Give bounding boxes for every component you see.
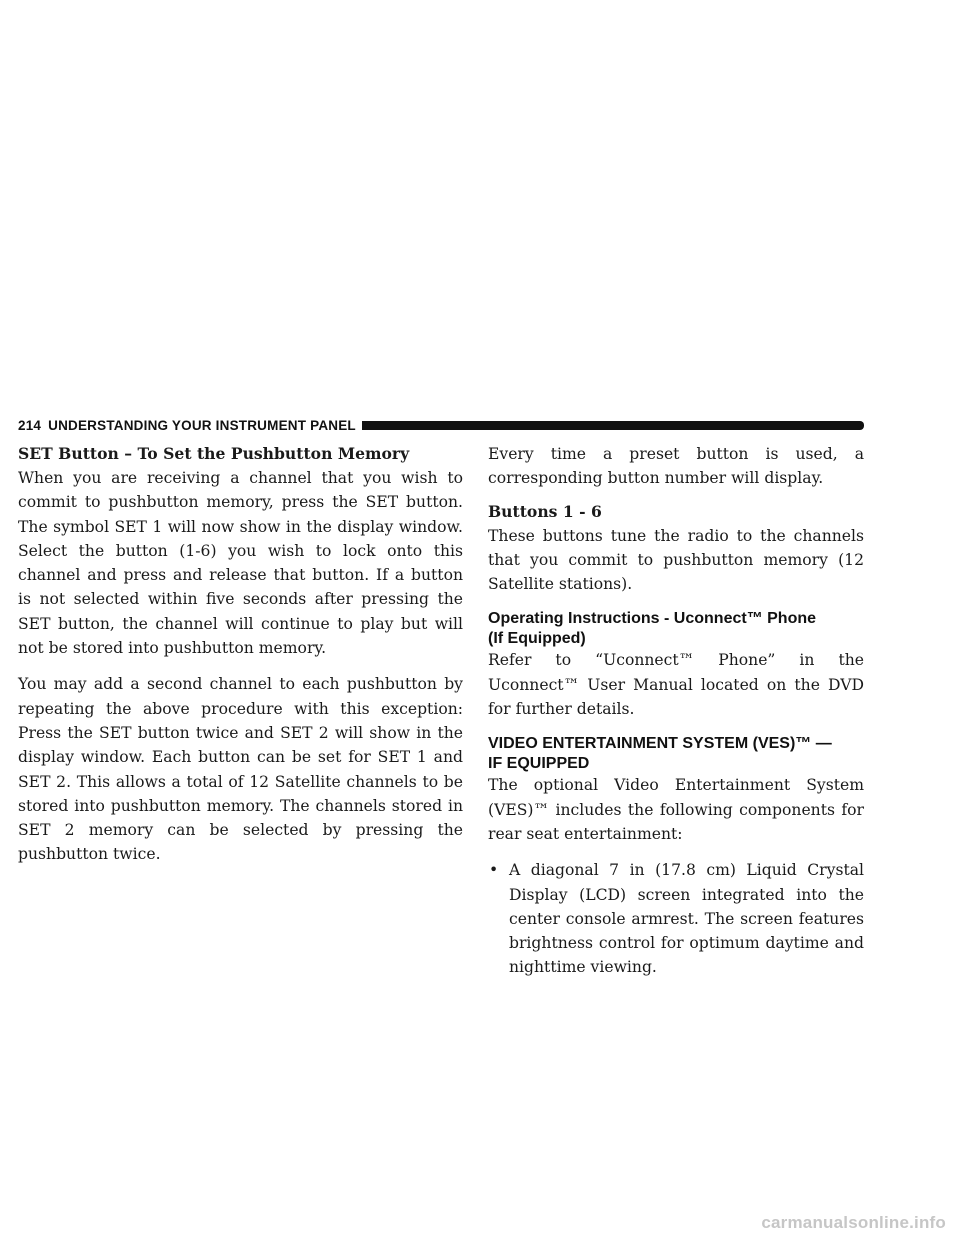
watermark: carmanualsonline.info [761,1213,946,1232]
uconnect-paragraph: Refer to “Uconnect™ Phone” in the Uconnect™ User Manual located on the DVD for further details. [488,651,864,719]
preset-paragraph: Every time a preset button is used, a corresponding button number will display. [488,445,864,488]
uconnect-heading [488,609,864,648]
set-button-paragraph-2: You may add a second channel to each pushbutton by repeating the above procedure with this exception: Press the SET button twice and SET 2 will show in the display window. Each button can be set for SET 1 and SET 2. This allows a total of 12 Satellite channels to be stored into pushbutton memory. The channels stored in SET 2 memory can be selected by pressing the pushbutton twice. [18,675,463,864]
left-column [18,442,463,867]
right-column [488,442,864,980]
page-header [18,415,864,435]
uconnect-heading-line2: (If Equipped) [488,629,586,647]
buttons-paragraph: These buttons tune the radio to the channels that you commit to pushbutton memory (12 Satellite stations). [488,526,864,594]
bullet-icon: • [489,861,499,880]
ves-heading-line1: VIDEO ENTERTAINMENT SYSTEM (VES)™ — [488,735,832,753]
uconnect-heading-line1: Operating Instructions - Uconnect™ Phone [488,610,817,628]
set-button-paragraph-1: When you are receiving a channel that you wish to commit to pushbutton memory, press the SET button. The symbol SET 1 will now show in the display window. Select the button (1-6) you wish to lock onto this channel and press and release that button. If a button is not selected within five seconds after pressing the SET button, the channel will continue to play but will not be stored into pushbutton memory. [18,469,463,658]
ves-heading [488,734,864,773]
list-item [488,858,864,979]
header-rule [362,421,864,430]
lcd-screen-bullet: A diagonal 7 in (17.8 cm) Liquid Crystal Display (LCD) screen integrated into the center console armrest. The screen features brightness control for optimum daytime and nighttime viewing. [509,861,864,977]
set-button-heading: SET Button – To Set the Pushbutton Memory [18,444,410,463]
page-number: 214 [18,417,42,433]
buttons-heading: Buttons 1 - 6 [488,501,602,521]
ves-paragraph: The optional Video Entertainment System (VES)™ includes the following components for rear seat entertainment: [488,776,864,843]
ves-heading-line2: IF EQUIPPED [488,754,590,772]
section-title: UNDERSTANDING YOUR INSTRUMENT PANEL [48,417,356,433]
